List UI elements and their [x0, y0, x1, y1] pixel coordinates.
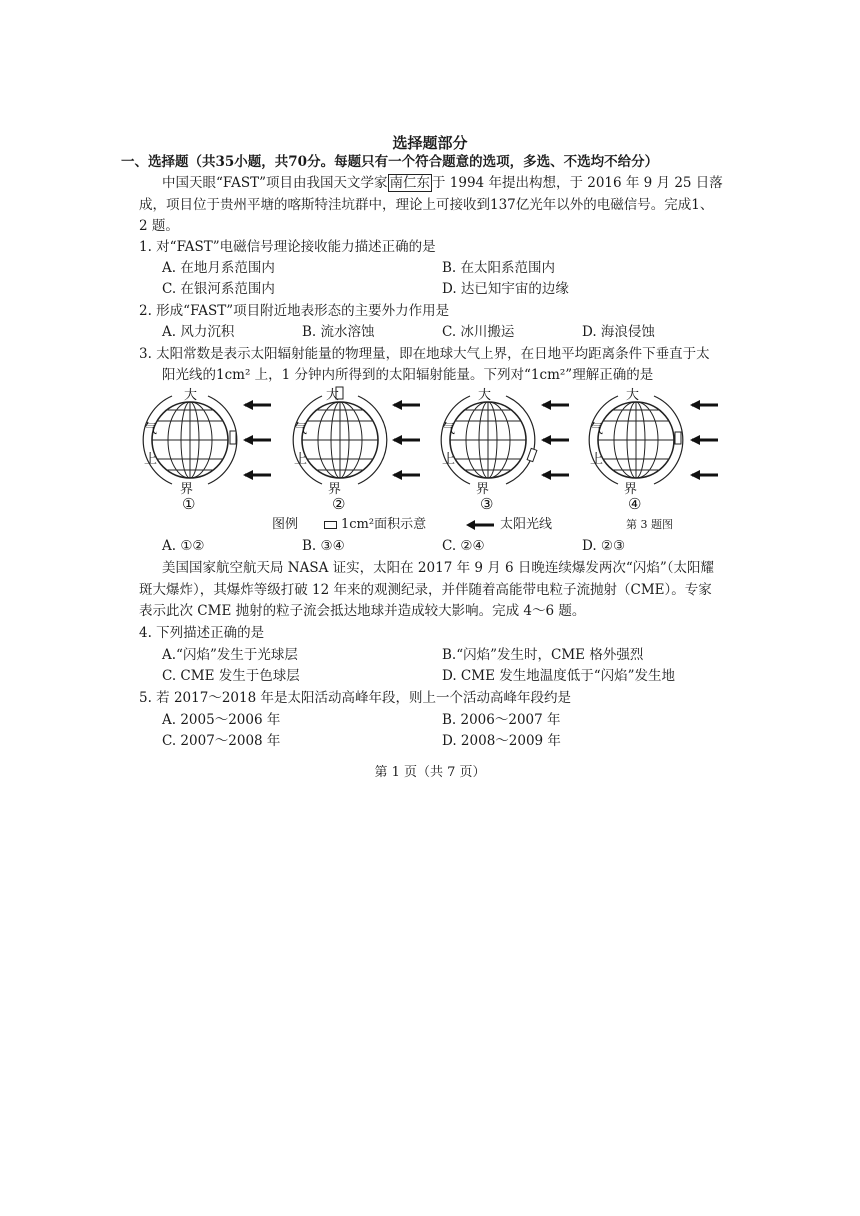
char-jie-2: 界 — [328, 482, 342, 497]
q2-option-c: C. 冰川搬运 — [442, 324, 515, 340]
globe-2 — [293, 387, 420, 484]
section-heading: 一、选择题（共35小题，共70分。每题只有一个符合题意的选项，多选、不选均不给分） — [121, 154, 659, 170]
globe-figure — [144, 383, 730, 533]
q2-option-b: B. 流水溶蚀 — [302, 324, 375, 340]
legend-ray-item: 太阳光线 — [466, 513, 552, 532]
char-qi-3: 气 — [442, 422, 456, 437]
char-qi-4: 气 — [590, 422, 604, 437]
char-shang-3: 上 — [442, 452, 456, 467]
q1-option-d: D. 达已知宇宙的边缘 — [442, 281, 569, 297]
legend-box-item: 1cm²面积示意 — [324, 513, 426, 532]
arrow-left-icon — [466, 520, 494, 530]
part-heading: 选择题部分 — [392, 134, 468, 152]
q3-option-d: D. ②③ — [582, 538, 626, 554]
q4-option-c: C. CME 发生于色球层 — [162, 668, 300, 684]
char-qi-1: 气 — [144, 422, 158, 437]
boxed-name: 南仁东 — [389, 175, 430, 191]
char-jie-1: 界 — [180, 482, 194, 497]
q5-option-a: A. 2005～2006 年 — [162, 712, 281, 728]
q1-option-a: A. 在地月系范围内 — [162, 260, 275, 276]
question-5: 5. 若 2017～2018 年是太阳活动高峰年段，则上一个活动高峰年段约是 — [139, 690, 571, 706]
figure-caption: 第 3 题图 — [626, 518, 673, 531]
q4-option-b: B.“闪焰”发生时，CME 格外强烈 — [442, 647, 644, 663]
question-3-line1: 3. 太阳常数是表示太阳辐射能量的物理量，即在地球大气上界，在日地平均距离条件下垂直于太 — [139, 346, 710, 362]
q2-option-d: D. 海浪侵蚀 — [582, 324, 655, 340]
label-4: ④ — [628, 495, 642, 513]
q2-option-a: A. 风力沉积 — [162, 324, 235, 340]
q4-option-d: D. CME 发生地温度低于“闪焰”发生地 — [442, 668, 676, 684]
q1-option-c: C. 在银河系范围内 — [162, 281, 275, 297]
char-da-3: 大 — [478, 388, 492, 403]
q3-option-c: C. ②④ — [442, 538, 485, 554]
legend-title: 图例 — [272, 517, 299, 532]
char-jie-3: 界 — [476, 482, 490, 497]
globe-3 — [441, 396, 569, 484]
passage2-line3: 表示此次 CME 抛射的粒子流会抵达地球并造成较大影响。完成 4～6 题。 — [139, 603, 586, 619]
label-1: ① — [182, 495, 196, 513]
label-2: ② — [332, 495, 346, 513]
char-jie-4: 界 — [624, 482, 638, 497]
q3-option-a: A. ①② — [162, 538, 205, 554]
char-shang-4: 上 — [590, 452, 604, 467]
q5-option-c: C. 2007～2008 年 — [162, 733, 281, 749]
label-3: ③ — [480, 495, 494, 513]
question-4: 4. 下列描述正确的是 — [139, 625, 265, 641]
q1-option-b: B. 在太阳系范围内 — [442, 260, 556, 276]
page-footer: 第 1 页（共 7 页） — [374, 765, 486, 780]
globe-1 — [143, 396, 271, 484]
globe-4 — [589, 396, 718, 484]
char-da-1: 大 — [184, 388, 198, 403]
passage1-line3: 2 题。 — [139, 218, 179, 234]
question-2: 2. 形成“FAST”项目附近地表形态的主要外力作用是 — [139, 303, 450, 319]
char-da-4: 大 — [626, 388, 640, 403]
q5-option-d: D. 2008～2009 年 — [442, 733, 561, 749]
char-shang-2: 上 — [294, 452, 308, 467]
passage2-line2: 斑大爆炸），其爆炸等级打破 12 年来的观测纪录，并伴随着高能带电粒子流抛射（CME）。专家 — [139, 582, 712, 598]
legend-box-icon — [324, 521, 337, 529]
q3-option-b: B. ③④ — [302, 538, 345, 554]
passage1-line1: 中国天眼“FAST”项目由我国天文学家 南仁东 于 1994 年提出构想，于 2016 年 9 月 25 日落 — [162, 175, 723, 191]
char-da-2: 大 — [326, 388, 340, 403]
question-1: 1. 对“FAST”电磁信号理论接收能力描述正确的是 — [139, 239, 436, 255]
passage2-line1: 美国国家航空航天局 NASA 证实，太阳在 2017 年 9 月 6 日晚连续爆发两次“闪焰”（太阳耀 — [162, 560, 714, 576]
q4-option-a: A.“闪焰”发生于光球层 — [162, 647, 298, 663]
q5-option-b: B. 2006～2007 年 — [442, 712, 561, 728]
question-3-line2: 阳光线的1cm² 上，1 分钟内所得到的太阳辐射能量。下列对“1cm²”理解正确的是 — [162, 367, 654, 383]
char-shang-1: 上 — [144, 452, 158, 467]
char-qi-2: 气 — [294, 422, 308, 437]
passage1-line2: 成，项目位于贵州平塘的喀斯特洼坑群中，理论上可接收到137亿光年以外的电磁信号。完成1、 — [139, 197, 714, 213]
